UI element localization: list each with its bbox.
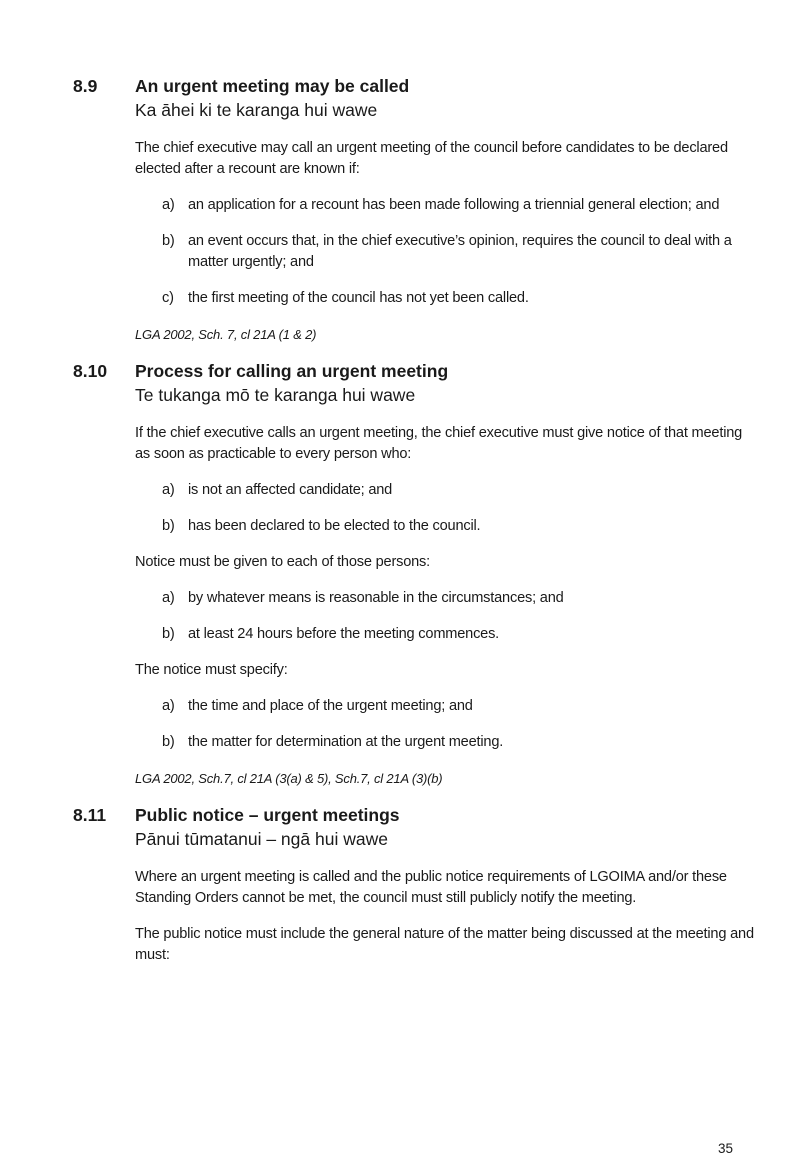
list-item-text: the time and place of the urgent meeting; and (188, 698, 473, 714)
citation: LGA 2002, Sch. 7, cl 21A (1 & 2) (135, 327, 317, 342)
paragraph: The notice must specify: (135, 662, 288, 678)
paragraph: Notice must be given to each of those persons: (135, 554, 431, 570)
section-number: 8.11 (73, 805, 107, 825)
section-subtitle: Ka āhei ki te karanga hui wawe (135, 100, 378, 120)
list-label: c) (162, 290, 174, 306)
section-title: Public notice – urgent meetings (135, 805, 400, 825)
list-item (162, 588, 762, 609)
list-label: a) (162, 482, 175, 498)
list-item-text: the matter for determination at the urgent meeting. (188, 734, 504, 750)
list-label: b) (162, 518, 175, 534)
list-item-text: the first meeting of the council has not yet been called. (188, 290, 529, 306)
list-label: a) (162, 197, 175, 213)
list-label: a) (162, 698, 175, 714)
page-number: 35 (718, 1141, 734, 1156)
list-item (162, 732, 762, 753)
section-8-9 (73, 74, 773, 345)
list-item-text: at least 24 hours before the meeting commences. (188, 626, 500, 642)
section-title: An urgent meeting may be called (135, 76, 410, 96)
list-item (162, 288, 762, 309)
section-8-10 (73, 359, 773, 789)
list-item (162, 624, 762, 645)
list-item-text: by whatever means is reasonable in the circumstances; and (188, 590, 564, 606)
list-item (162, 480, 762, 501)
paragraph: Where an urgent meeting is called and the public notice requirements of LGOIMA and/or these Standing Orders cannot be met, the council must still publicly notify the meeting. (135, 869, 727, 906)
list-item (162, 696, 762, 717)
list-item-text: is not an affected candidate; and (188, 482, 393, 498)
list-item-text: an event occurs that, in the chief executive’s opinion, requires the council to deal with a matter urgently; and (188, 233, 732, 270)
list-item (162, 231, 762, 273)
list-item-text: an application for a recount has been made following a triennial general election; and (188, 197, 720, 213)
list-label: b) (162, 626, 175, 642)
list-item-text: has been declared to be elected to the council. (188, 518, 481, 534)
section-number: 8.10 (73, 361, 108, 381)
list-item (162, 195, 762, 216)
document-body (73, 74, 773, 981)
paragraph: The public notice must include the general nature of the matter being discussed at the meeting and must: (135, 926, 754, 963)
section-title: Process for calling an urgent meeting (135, 361, 449, 381)
section-subtitle: Pānui tūmatanui – ngā hui wawe (135, 829, 388, 849)
section-subtitle: Te tukanga mō te karanga hui wawe (135, 385, 416, 405)
list-label: b) (162, 233, 175, 249)
list-label: b) (162, 734, 175, 750)
paragraph: The chief executive may call an urgent meeting of the council before candidates to be declared elected after a recount are known if: (135, 140, 728, 177)
list-item (162, 516, 762, 537)
section-number: 8.9 (73, 76, 98, 96)
citation: LGA 2002, Sch.7, cl 21A (3(a) & 5), Sch.7, cl 21A (3)(b) (135, 771, 443, 786)
list-label: a) (162, 590, 175, 606)
paragraph: If the chief executive calls an urgent meeting, the chief executive must give notice of that meeting as soon as practicable to every person who: (135, 425, 743, 462)
section-8-11 (73, 803, 773, 966)
